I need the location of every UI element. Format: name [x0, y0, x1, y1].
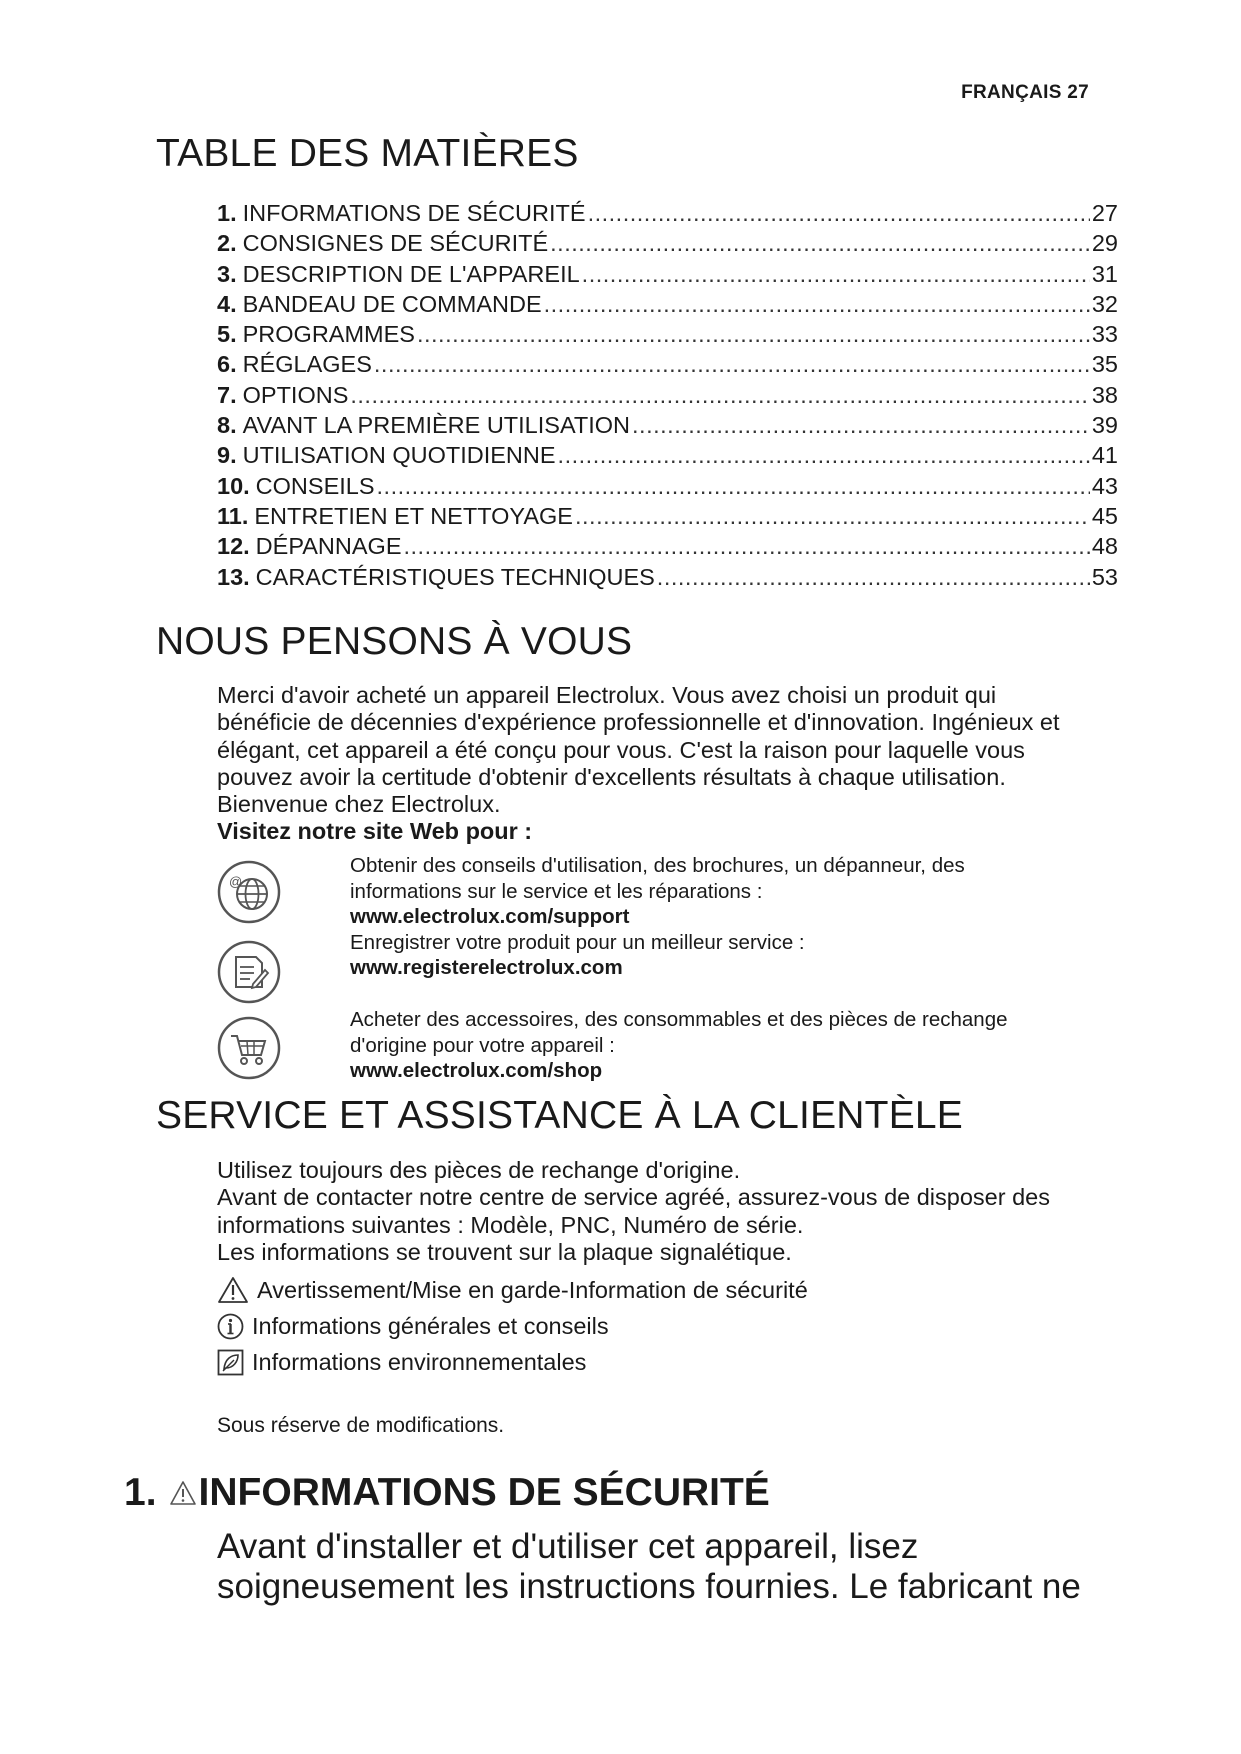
- toc-item-page: 48: [1091, 533, 1118, 560]
- paragraph-line: pouvez avoir la certitude d'obtenir d'excellents résultats à chaque utilisation.: [217, 763, 1006, 790]
- web-item-shop: [350, 1007, 1090, 1084]
- toc-leader: [632, 410, 1090, 440]
- toc-item-label: CONSEILS: [255, 472, 375, 499]
- toc-item-label: AVANT LA PREMIÈRE UTILISATION: [242, 412, 631, 439]
- toc-item-page: 32: [1091, 290, 1118, 317]
- globe-icon: [217, 860, 281, 924]
- toc-item[interactable]: [217, 228, 1118, 258]
- toc-item-label: PROGRAMMES: [242, 321, 415, 348]
- toc-leader: [377, 471, 1090, 501]
- toc-item-number: 2.: [217, 230, 237, 257]
- section-intro: [217, 1527, 1177, 1607]
- toc-item-number: 13.: [217, 563, 250, 590]
- toc-leader: [575, 501, 1090, 531]
- toc-item-page: 43: [1091, 472, 1118, 499]
- cart-icon: [217, 1016, 281, 1080]
- intro-line: soigneusement les instructions fournies. Le fabricant ne: [217, 1567, 1081, 1606]
- intro-line: Avant d'installer et d'utiliser cet appareil, lisez: [217, 1527, 919, 1566]
- paragraph-line: bénéficie de décennies d'expérience professionnelle et d'innovation. Ingénieux et: [217, 709, 1060, 736]
- section-number: 1.: [124, 1471, 157, 1514]
- toc-leader: [374, 349, 1090, 379]
- toc-item-page: 35: [1091, 351, 1118, 378]
- toc-item[interactable]: [217, 349, 1118, 379]
- toc-item-page: 39: [1091, 412, 1118, 439]
- toc-leader: [404, 531, 1090, 561]
- toc-item-label: CONSIGNES DE SÉCURITÉ: [242, 230, 549, 257]
- toc-item-label: BANDEAU DE COMMANDE: [242, 290, 542, 317]
- toc-leader: [558, 440, 1090, 470]
- web-item-line: informations sur le service et les réparations :: [350, 879, 763, 903]
- toc-title: TABLE DES MATIÈRES: [156, 132, 579, 175]
- paragraph-line: Avant de contacter notre centre de service agréé, assurez-vous de disposer des: [217, 1184, 1050, 1211]
- toc-item-page: 38: [1091, 381, 1118, 408]
- toc-item-page: 29: [1091, 230, 1118, 257]
- toc-item-number: 12.: [217, 533, 250, 560]
- paragraph-line: Utilisez toujours des pièces de rechange d'origine.: [217, 1157, 741, 1183]
- toc-item-label: DÉPANNAGE: [255, 533, 402, 560]
- toc-item-label: INFORMATIONS DE SÉCURITÉ: [242, 200, 586, 226]
- toc-item-label: OPTIONS: [242, 381, 349, 408]
- legend-label: Informations environnementales: [252, 1349, 587, 1375]
- toc-item[interactable]: [217, 259, 1118, 289]
- web-item-line: Enregistrer votre produit pour un meilleur service :: [350, 930, 805, 954]
- toc-item[interactable]: [217, 198, 1118, 228]
- legend-environment: [217, 1347, 586, 1377]
- toc-item[interactable]: [217, 471, 1118, 501]
- toc-item-number: 1.: [217, 200, 237, 226]
- toc-item-label: UTILISATION QUOTIDIENNE: [242, 442, 556, 469]
- toc-item[interactable]: [217, 289, 1118, 319]
- legend-label: Avertissement/Mise en garde-Information de sécurité: [257, 1277, 808, 1303]
- thinking-paragraph: [217, 682, 1117, 846]
- toc-item[interactable]: [217, 531, 1118, 561]
- shop-link[interactable]: www.electrolux.com/shop: [350, 1059, 603, 1082]
- toc-item-number: 10.: [217, 472, 250, 499]
- toc-item-number: 9.: [217, 442, 237, 469]
- service-title: SERVICE ET ASSISTANCE À LA CLIENTÈLE: [156, 1094, 964, 1137]
- toc-item[interactable]: [217, 319, 1118, 349]
- toc-leader: [417, 319, 1090, 349]
- toc-item-label: RÉGLAGES: [242, 351, 372, 378]
- service-paragraph: [217, 1157, 1117, 1266]
- paragraph-line: Les informations se trouvent sur la plaque signalétique.: [217, 1238, 792, 1265]
- section-title-text: INFORMATIONS DE SÉCURITÉ: [198, 1471, 770, 1514]
- legend-warning: [217, 1275, 808, 1305]
- paragraph-line: Bienvenue chez Electrolux.: [217, 791, 501, 818]
- environment-icon: [217, 1349, 244, 1376]
- toc-leader: [550, 228, 1090, 258]
- toc-item[interactable]: [217, 501, 1118, 531]
- web-item-line: d'origine pour votre appareil :: [350, 1033, 615, 1057]
- toc-item-page: 41: [1091, 442, 1118, 469]
- toc-item[interactable]: [217, 562, 1118, 592]
- paragraph-line: Merci d'avoir acheté un appareil Electrolux. Vous avez choisi un produit qui: [217, 682, 997, 708]
- toc-leader: [657, 562, 1090, 592]
- table-of-contents: [217, 198, 1118, 592]
- toc-item-number: 6.: [217, 351, 237, 378]
- visit-label: Visitez notre site Web pour :: [217, 818, 533, 845]
- info-icon: [217, 1313, 244, 1340]
- toc-item-page: 53: [1091, 563, 1118, 590]
- toc-item[interactable]: [217, 410, 1118, 440]
- toc-item-page: 27: [1091, 200, 1118, 226]
- toc-leader: [350, 380, 1089, 410]
- web-item-line: Obtenir des conseils d'utilisation, des brochures, un dépanneur, des: [350, 854, 965, 877]
- svg-text:@: @: [229, 874, 243, 889]
- toc-leader: [544, 289, 1090, 319]
- toc-item-number: 11.: [217, 502, 249, 529]
- modification-note: Sous réserve de modifications.: [217, 1414, 505, 1437]
- warning-icon: [169, 1480, 197, 1506]
- toc-item-label: CARACTÉRISTIQUES TECHNIQUES: [255, 563, 655, 590]
- web-item-line: Acheter des accessoires, des consommables et des pièces de rechange: [350, 1008, 1008, 1031]
- paragraph-line: informations suivantes : Modèle, PNC, Numéro de série.: [217, 1211, 804, 1238]
- toc-item-page: 33: [1091, 321, 1118, 348]
- legend-info: [217, 1311, 609, 1341]
- legend-label: Informations générales et conseils: [252, 1313, 609, 1339]
- toc-item-number: 7.: [217, 381, 237, 408]
- toc-item-number: 5.: [217, 321, 237, 348]
- register-icon: [217, 940, 281, 1004]
- toc-item[interactable]: [217, 380, 1118, 410]
- toc-item[interactable]: [217, 440, 1118, 470]
- section-title: [124, 1471, 770, 1515]
- page-label: FRANÇAIS 27: [961, 82, 1089, 103]
- thinking-title: NOUS PENSONS À VOUS: [156, 620, 633, 663]
- web-item-support: [350, 853, 1090, 981]
- toc-leader: [588, 198, 1090, 228]
- toc-item-page: 45: [1091, 502, 1118, 529]
- toc-item-label: ENTRETIEN ET NETTOYAGE: [254, 502, 573, 529]
- warning-icon: [217, 1276, 249, 1304]
- toc-item-page: 31: [1091, 260, 1118, 287]
- toc-item-label: DESCRIPTION DE L'APPAREIL: [242, 260, 580, 287]
- toc-item-number: 8.: [217, 412, 237, 439]
- support-link[interactable]: www.electrolux.com/support: [350, 905, 630, 928]
- toc-item-number: 3.: [217, 260, 237, 287]
- toc-item-number: 4.: [217, 290, 237, 317]
- register-link[interactable]: www.registerelectrolux.com: [350, 956, 623, 979]
- toc-leader: [582, 259, 1090, 289]
- paragraph-line: élégant, cet appareil a été conçu pour vous. C'est la raison pour laquelle vous: [217, 736, 1025, 763]
